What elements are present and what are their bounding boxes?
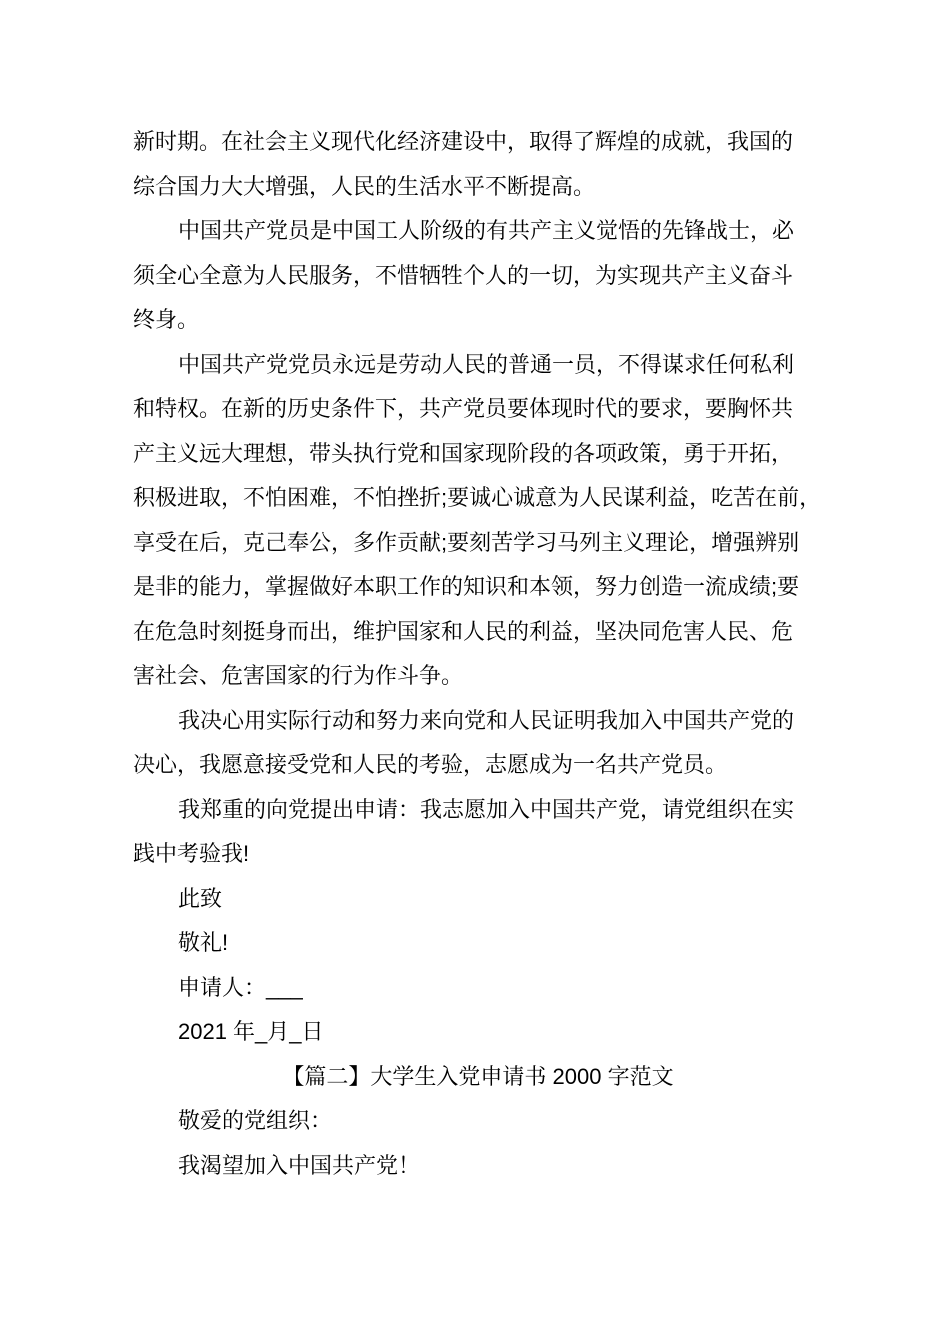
text-line: 我渴望加入中国共产党！	[178, 1152, 421, 1178]
text-line: 产主义远大理想，带头执行党和国家现阶段的各项政策，勇于开拓，	[133, 440, 794, 466]
text-line: 我郑重的向党提出申请：我志愿加入中国共产党，请党组织在实	[178, 796, 795, 822]
text-line: 在危急时刻挺身而出，维护国家和人民的利益，坚决同危害人民、危	[133, 618, 794, 644]
text-line: 享受在后，克己奉公，多作贡献;要刻苦学习马列主义理论，增强辨别	[133, 529, 800, 555]
closing-cizhi: 此致	[178, 885, 223, 911]
text-line: 终身。	[133, 307, 200, 332]
text-line: 综合国力大大增强，人民的生活水平不断提高。	[133, 173, 596, 199]
text-line: 是非的能力，掌握做好本职工作的知识和本领，努力创造一流成绩;要	[133, 574, 800, 599]
applicant-line: 申请人：___	[178, 974, 303, 1000]
closing-salute: 敬礼!	[178, 930, 229, 955]
text-line: 积极进取，不怕困难，不怕挫折;要诚心诚意为人民谋利益，吃苦在前，	[133, 485, 822, 510]
date-line: 2021 年_月_日	[178, 1019, 324, 1044]
salutation-line: 敬爱的党组织：	[178, 1108, 333, 1133]
text-line: 决心，我愿意接受党和人民的考验，志愿成为一名共产党员。	[133, 752, 728, 777]
text-line: 践中考验我!	[133, 841, 250, 866]
text-line: 中国共产党员是中国工人阶级的有共产主义觉悟的先锋战士，必	[178, 218, 795, 243]
text-line: 新时期。在社会主义现代化经济建设中，取得了辉煌的成就，我国的	[133, 129, 794, 154]
text-line: 害社会、危害国家的行为作斗争。	[133, 663, 464, 688]
text-line: 中国共产党党员永远是劳动人民的普通一员，不得谋求任何私利	[178, 351, 795, 377]
text-line: 和特权。在新的历史条件下，共产党员要体现时代的要求，要胸怀共	[133, 396, 794, 421]
section-title: 【篇二】大学生入党申请书 2000 字范文	[282, 1063, 674, 1089]
text-line: 须全心全意为人民服务，不惜牺牲个人的一切，为实现共产主义奋斗	[133, 262, 794, 288]
text-line: 我决心用实际行动和努力来向党和人民证明我加入中国共产党的	[178, 707, 795, 733]
